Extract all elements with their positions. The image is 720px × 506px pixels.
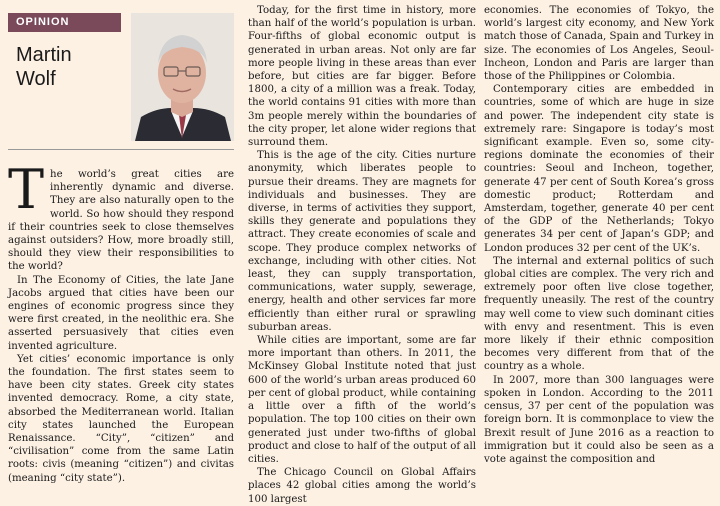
drop-cap: T (8, 158, 45, 221)
author-first-name: Martin (16, 44, 72, 66)
paragraph: In The Economy of Cities, the late Jane Jacobs argued that cities have been our engines of economic progress since they were first created, in the neolithic era. She asserted persuasively that cities even invented agriculture. (8, 274, 234, 352)
author-portrait (131, 13, 234, 141)
byline-block (8, 13, 234, 158)
column-3 (484, 4, 714, 466)
paragraph: While cities are important, some are far more important than others. In 2011, the McKinsey Global Institute noted that just 600 of the world’s urban areas produced 60 per cent of global product, while containing a little over a fifth of the world’s population. The top 100 cities on their own generated just under two-fifths of global product and close to half of the output of all cities. (248, 335, 477, 465)
author-name (16, 43, 72, 91)
column-1 (8, 0, 234, 485)
paragraph: This is the age of the city. Cities nurture anonymity, which liberates people to pursue their dreams. They are magnets for individuals and businesses. They are diverse, in terms of activities they support, skills they generate and populations they attract. They create economies of scale and scope. They produce complex networks of exchange, including with other cities. Not least, they can supply transportation, communications, water supply, sewerage, energy, health and other services far more efficiently than either rural or sprawling suburban areas. (248, 150, 476, 333)
author-last-name: Wolf (16, 68, 56, 90)
column-2 (248, 4, 476, 506)
paragraph: The Chicago Council on Global Affairs places 42 global cities among the world’s 100 largest (248, 467, 476, 505)
paragraph: economies. The economies of Tokyo, the world’s largest city economy, and New York match those of Canada, Spain and Turkey in size. The economies of Los Angeles, Seoul-Incheon, London and Paris are larger than those of the Philippines or Colombia. (484, 5, 714, 83)
paragraph: Yet cities’ economic importance is only the foundation. The first states seem to have been city states. Greek city states invented democracy. Rome, a city state, absorbed the Mediterranean world. Italian city states launched the European Renaissance. “City”, “citizen” and “civilisation” come from the same Latin roots: civis (meaning “citizen”) and civitas (meaning “city state”). (8, 353, 234, 484)
paragraph: In 2007, more than 300 languages were spoken in London. According to the 2011 census, 37 per cent of the population was foreign born. It is commonplace to view the Brexit result of June 2016 as a reaction to immigration but it could also be seen as a vote against the composition and (484, 374, 714, 465)
paragraph: he world’s great cities are inherently dynamic and diverse. They are also naturally open to the world. So how should they respond if their countries seek to close themselves against outsiders? How, more broadly still, should they view their responsibilities to the world? (8, 169, 234, 273)
paragraph: Today, for the first time in history, more than half of the world’s population is urban. Four-fifths of global economic output is generated in urban areas. Not only are far more people living in these areas than ever before, but cities are far bigger. Before 1800, a city of a million was a freak. Today, the world contains 91 cities with more than 3m people merely within the boundaries of the city proper, let alone wider regions that surround them. (248, 5, 476, 149)
lead-paragraph (8, 158, 234, 274)
portrait-image (131, 13, 234, 141)
section-label: OPINION (8, 13, 121, 32)
byline-divider (8, 149, 234, 150)
paragraph: Contemporary cities are embedded in countries, some of which are huge in size and power. The independent city state is extremely rare: Singapore is today’s most significant example. Even so, some city-regions dominate the economies of their countries: Seoul and Incheon, together, generate 47 per cent of South Korea’s gross domestic product; Rotterdam and Amsterdam, together, generate 40 per cent of the GDP of the Netherlands; Tokyo generates 34 per cent of Japan’s GDP; and London produces 32 per cent of the UK’s. (484, 84, 714, 254)
paragraph: The internal and external politics of such global cities are complex. The very rich and extremely poor often live close together, frequently uneasily. The rest of the country may well come to view such dominant cities with envy and resentment. This is even more likely if their ethnic composition becomes very different from that of the country as a whole. (484, 255, 714, 373)
